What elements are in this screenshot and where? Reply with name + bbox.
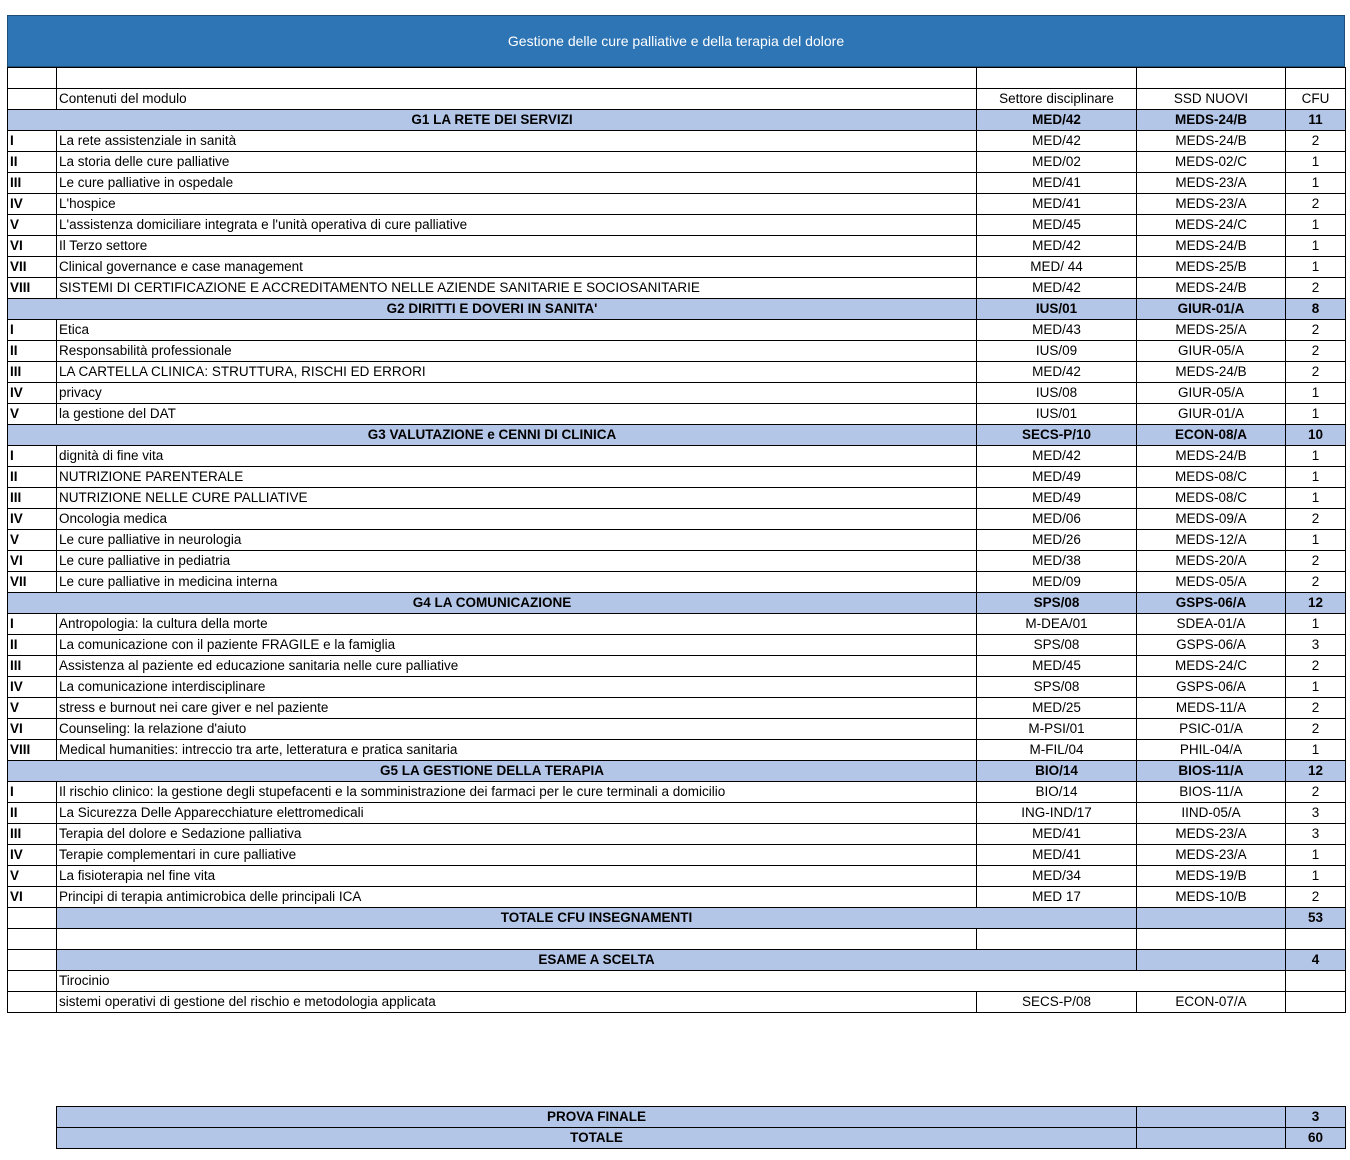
module-ssd: MEDS-24/B: [1137, 236, 1286, 257]
module-ssd: GSPS-06/A: [1137, 677, 1286, 698]
module-number: III: [8, 824, 57, 845]
group-sector: SECS-P/10: [977, 425, 1137, 446]
module-cfu: 3: [1286, 824, 1346, 845]
module-sector: M-PSI/01: [977, 719, 1137, 740]
module-number: IV: [8, 845, 57, 866]
prova-finale-cfu: 3: [1286, 1107, 1346, 1128]
module-sector: MED/49: [977, 488, 1137, 509]
module-content: Counseling: la relazione d'aiuto: [57, 719, 977, 740]
module-cfu: 1: [1286, 740, 1346, 761]
module-content: Etica: [57, 320, 977, 341]
module-row: [8, 509, 1346, 530]
module-content: Clinical governance e case management: [57, 257, 977, 278]
module-content: Assistenza al paziente ed educazione sanitaria nelle cure palliative: [57, 656, 977, 677]
module-cfu: 3: [1286, 635, 1346, 656]
module-content: Le cure palliative in pediatria: [57, 551, 977, 572]
module-content: La Sicurezza Delle Apparecchiature elettromedicali: [57, 803, 977, 824]
module-ssd: MEDS-25/B: [1137, 257, 1286, 278]
esame-label: ESAME A SCELTA: [57, 950, 1137, 971]
module-cfu: 1: [1286, 677, 1346, 698]
module-ssd: BIOS-11/A: [1137, 782, 1286, 803]
module-row: [8, 194, 1346, 215]
module-sector: MED/ 44: [977, 257, 1137, 278]
module-row: [8, 257, 1346, 278]
module-cfu: 1: [1286, 446, 1346, 467]
module-content: Terapia del dolore e Sedazione palliativa: [57, 824, 977, 845]
module-ssd: SDEA-01/A: [1137, 614, 1286, 635]
module-sector: MED/41: [977, 824, 1137, 845]
module-number: V: [8, 866, 57, 887]
totale-label: TOTALE: [57, 1128, 1137, 1149]
module-ssd: MEDS-08/C: [1137, 467, 1286, 488]
module-content: La comunicazione interdisciplinare: [57, 677, 977, 698]
module-sector: MED/02: [977, 152, 1137, 173]
totale-cfu: 60: [1286, 1128, 1346, 1149]
module-cfu: 3: [1286, 803, 1346, 824]
module-sector: M-DEA/01: [977, 614, 1137, 635]
module-number: IV: [8, 194, 57, 215]
group-title: G5 LA GESTIONE DELLA TERAPIA: [8, 761, 977, 782]
group-ssd: GSPS-06/A: [1137, 593, 1286, 614]
module-sector: MED/45: [977, 656, 1137, 677]
module-number: II: [8, 152, 57, 173]
page-title: Gestione delle cure palliative e della terapia del dolore: [7, 15, 1345, 67]
group-header-row: [8, 110, 1346, 131]
module-cfu: 2: [1286, 782, 1346, 803]
module-content: Medical humanities: intreccio tra arte, letteratura e pratica sanitaria: [57, 740, 977, 761]
header-content: Contenuti del modulo: [57, 89, 977, 110]
group-sector: MED/42: [977, 110, 1137, 131]
module-content: NUTRIZIONE NELLE CURE PALLIATIVE: [57, 488, 977, 509]
group-header-row: [8, 761, 1346, 782]
module-sector: MED/34: [977, 866, 1137, 887]
module-sector: IUS/09: [977, 341, 1137, 362]
group-cfu: 12: [1286, 593, 1346, 614]
module-row: [8, 551, 1346, 572]
module-cfu: 2: [1286, 509, 1346, 530]
group-header-row: [8, 425, 1346, 446]
module-ssd: MEDS-23/A: [1137, 194, 1286, 215]
sistemi-ssd: ECON-07/A: [1137, 992, 1286, 1013]
module-row: [8, 278, 1346, 299]
spacer-row: [8, 68, 1346, 89]
module-sector: MED/42: [977, 446, 1137, 467]
module-row: [8, 467, 1346, 488]
module-row: [8, 740, 1346, 761]
module-content: NUTRIZIONE PARENTERALE: [57, 467, 977, 488]
module-cfu: 1: [1286, 152, 1346, 173]
module-number: VIII: [8, 740, 57, 761]
group-title: G4 LA COMUNICAZIONE: [8, 593, 977, 614]
header-sector: Settore disciplinare: [977, 89, 1137, 110]
module-cfu: 1: [1286, 215, 1346, 236]
module-content: Le cure palliative in ospedale: [57, 173, 977, 194]
module-number: VII: [8, 572, 57, 593]
module-ssd: MEDS-24/C: [1137, 656, 1286, 677]
totale-insegnamenti-row: [8, 908, 1346, 929]
module-content: Il rischio clinico: la gestione degli stupefacenti e la somministrazione dei farmaci per le cure terminali a domicilio: [57, 782, 977, 803]
header-cfu: CFU: [1286, 89, 1346, 110]
module-content: Le cure palliative in neurologia: [57, 530, 977, 551]
module-number: II: [8, 635, 57, 656]
module-row: [8, 719, 1346, 740]
module-cfu: 2: [1286, 887, 1346, 908]
module-sector: MED/41: [977, 173, 1137, 194]
prova-finale-row: [57, 1107, 1346, 1128]
module-row: [8, 803, 1346, 824]
module-number: IV: [8, 383, 57, 404]
module-cfu: 1: [1286, 404, 1346, 425]
module-row: [8, 383, 1346, 404]
module-sector: BIO/14: [977, 782, 1137, 803]
module-ssd: MEDS-20/A: [1137, 551, 1286, 572]
module-number: VI: [8, 719, 57, 740]
module-row: [8, 320, 1346, 341]
module-number: VII: [8, 257, 57, 278]
module-number: II: [8, 341, 57, 362]
module-cfu: 2: [1286, 131, 1346, 152]
module-number: I: [8, 782, 57, 803]
module-row: [8, 446, 1346, 467]
module-number: II: [8, 467, 57, 488]
module-sector: MED/41: [977, 845, 1137, 866]
module-ssd: GIUR-05/A: [1137, 383, 1286, 404]
group-sector: IUS/01: [977, 299, 1137, 320]
module-number: VI: [8, 887, 57, 908]
sistemi-row: [8, 992, 1346, 1013]
module-ssd: MEDS-24/B: [1137, 446, 1286, 467]
module-ssd: MEDS-24/B: [1137, 362, 1286, 383]
group-cfu: 8: [1286, 299, 1346, 320]
module-content: Principi di terapia antimicrobica delle principali ICA: [57, 887, 977, 908]
group-title: G2 DIRITTI E DOVERI IN SANITA': [8, 299, 977, 320]
module-row: [8, 341, 1346, 362]
module-content: privacy: [57, 383, 977, 404]
module-cfu: 2: [1286, 719, 1346, 740]
esame-row: [8, 950, 1346, 971]
module-number: VI: [8, 551, 57, 572]
module-number: IV: [8, 677, 57, 698]
module-sector: MED/41: [977, 194, 1137, 215]
module-row: [8, 698, 1346, 719]
module-ssd: MEDS-02/C: [1137, 152, 1286, 173]
module-cfu: 1: [1286, 383, 1346, 404]
prova-finale-label: PROVA FINALE: [57, 1107, 1137, 1128]
module-cfu: 1: [1286, 257, 1346, 278]
module-row: [8, 362, 1346, 383]
totale-row: [57, 1128, 1346, 1149]
module-row: [8, 236, 1346, 257]
module-row: [8, 824, 1346, 845]
module-ssd: MEDS-09/A: [1137, 509, 1286, 530]
group-header-row: [8, 593, 1346, 614]
module-number: I: [8, 614, 57, 635]
module-cfu: 1: [1286, 614, 1346, 635]
module-ssd: MEDS-24/B: [1137, 278, 1286, 299]
module-row: [8, 614, 1346, 635]
module-sector: MED/06: [977, 509, 1137, 530]
module-ssd: MEDS-10/B: [1137, 887, 1286, 908]
totale-insegnamenti-label: TOTALE CFU INSEGNAMENTI: [57, 908, 1137, 929]
module-row: [8, 887, 1346, 908]
group-ssd: GIUR-01/A: [1137, 299, 1286, 320]
module-cfu: 1: [1286, 173, 1346, 194]
module-sector: MED 17: [977, 887, 1137, 908]
module-cfu: 2: [1286, 551, 1346, 572]
module-ssd: MEDS-05/A: [1137, 572, 1286, 593]
module-cfu: 2: [1286, 656, 1346, 677]
module-row: [8, 845, 1346, 866]
module-content: Oncologia medica: [57, 509, 977, 530]
module-ssd: MEDS-25/A: [1137, 320, 1286, 341]
module-content: L'assistenza domiciliare integrata e l'unità operativa di cure palliative: [57, 215, 977, 236]
module-number: I: [8, 131, 57, 152]
header-ssd: SSD NUOVI: [1137, 89, 1286, 110]
module-cfu: 2: [1286, 278, 1346, 299]
module-ssd: MEDS-19/B: [1137, 866, 1286, 887]
module-cfu: 1: [1286, 236, 1346, 257]
module-number: V: [8, 530, 57, 551]
module-cfu: 2: [1286, 572, 1346, 593]
group-ssd: ECON-08/A: [1137, 425, 1286, 446]
module-cfu: 1: [1286, 488, 1346, 509]
module-row: [8, 215, 1346, 236]
module-ssd: MEDS-24/B: [1137, 131, 1286, 152]
sistemi-label: sistemi operativi di gestione del rischio e metodologia applicata: [57, 992, 977, 1013]
module-content: la gestione del DAT: [57, 404, 977, 425]
module-number: III: [8, 488, 57, 509]
module-content: LA CARTELLA CLINICA: STRUTTURA, RISCHI ED ERRORI: [57, 362, 977, 383]
module-sector: MED/42: [977, 236, 1137, 257]
module-ssd: PHIL-04/A: [1137, 740, 1286, 761]
module-ssd: PSIC-01/A: [1137, 719, 1286, 740]
module-ssd: MEDS-23/A: [1137, 845, 1286, 866]
module-cfu: 1: [1286, 530, 1346, 551]
module-number: III: [8, 362, 57, 383]
module-ssd: MEDS-08/C: [1137, 488, 1286, 509]
module-number: I: [8, 320, 57, 341]
module-cfu: 2: [1286, 194, 1346, 215]
module-ssd: MEDS-12/A: [1137, 530, 1286, 551]
group-header-row: [8, 299, 1346, 320]
group-title: G1 LA RETE DEI SERVIZI: [8, 110, 977, 131]
module-content: Antropologia: la cultura della morte: [57, 614, 977, 635]
module-row: [8, 173, 1346, 194]
module-content: La fisioterapia nel fine vita: [57, 866, 977, 887]
module-row: [8, 677, 1346, 698]
module-sector: MED/43: [977, 320, 1137, 341]
module-row: [8, 635, 1346, 656]
module-content: SISTEMI DI CERTIFICAZIONE E ACCREDITAMENTO NELLE AZIENDE SANITARIE E SOCIOSANITARIE: [57, 278, 977, 299]
module-content: L'hospice: [57, 194, 977, 215]
module-cfu: 2: [1286, 362, 1346, 383]
module-number: VI: [8, 236, 57, 257]
module-ssd: GIUR-05/A: [1137, 341, 1286, 362]
module-number: II: [8, 803, 57, 824]
module-sector: SPS/08: [977, 677, 1137, 698]
module-ssd: GIUR-01/A: [1137, 404, 1286, 425]
module-row: [8, 572, 1346, 593]
module-ssd: GSPS-06/A: [1137, 635, 1286, 656]
header-row: [8, 89, 1346, 110]
module-sector: IUS/01: [977, 404, 1137, 425]
curriculum-table: [7, 67, 1346, 1013]
group-ssd: MEDS-24/B: [1137, 110, 1286, 131]
module-number: I: [8, 446, 57, 467]
module-content: dignità di fine vita: [57, 446, 977, 467]
totale-insegnamenti-cfu: 53: [1286, 908, 1346, 929]
module-sector: MED/42: [977, 362, 1137, 383]
group-title: G3 VALUTAZIONE e CENNI DI CLINICA: [8, 425, 977, 446]
module-content: La comunicazione con il paziente FRAGILE e la famiglia: [57, 635, 977, 656]
module-sector: MED/42: [977, 278, 1137, 299]
module-ssd: MEDS-23/A: [1137, 173, 1286, 194]
module-content: Terapie complementari in cure palliative: [57, 845, 977, 866]
module-sector: ING-IND/17: [977, 803, 1137, 824]
module-cfu: 2: [1286, 341, 1346, 362]
final-summary-table: [56, 1106, 1346, 1149]
module-content: Responsabilità professionale: [57, 341, 977, 362]
module-cfu: 1: [1286, 845, 1346, 866]
group-cfu: 10: [1286, 425, 1346, 446]
module-row: [8, 656, 1346, 677]
module-sector: M-FIL/04: [977, 740, 1137, 761]
module-ssd: MEDS-23/A: [1137, 824, 1286, 845]
module-ssd: MEDS-11/A: [1137, 698, 1286, 719]
module-number: III: [8, 656, 57, 677]
group-cfu: 12: [1286, 761, 1346, 782]
module-number: V: [8, 698, 57, 719]
module-content: La storia delle cure palliative: [57, 152, 977, 173]
module-sector: SPS/08: [977, 635, 1137, 656]
module-ssd: MEDS-24/C: [1137, 215, 1286, 236]
module-sector: MED/26: [977, 530, 1137, 551]
module-number: V: [8, 215, 57, 236]
module-cfu: 2: [1286, 320, 1346, 341]
sistemi-sector: SECS-P/08: [977, 992, 1137, 1013]
module-row: [8, 530, 1346, 551]
module-number: V: [8, 404, 57, 425]
module-sector: IUS/08: [977, 383, 1137, 404]
module-content: Le cure palliative in medicina interna: [57, 572, 977, 593]
module-row: [8, 404, 1346, 425]
module-sector: MED/49: [977, 467, 1137, 488]
module-content: La rete assistenziale in sanità: [57, 131, 977, 152]
group-sector: SPS/08: [977, 593, 1137, 614]
spacer-row: [8, 929, 1346, 950]
tirocinio-label: Tirocinio: [57, 971, 1286, 992]
tirocinio-row: [8, 971, 1346, 992]
module-row: [8, 131, 1346, 152]
module-cfu: 2: [1286, 698, 1346, 719]
module-ssd: IIND-05/A: [1137, 803, 1286, 824]
module-sector: MED/25: [977, 698, 1137, 719]
module-number: III: [8, 173, 57, 194]
esame-cfu: 4: [1286, 950, 1346, 971]
module-row: [8, 488, 1346, 509]
group-cfu: 11: [1286, 110, 1346, 131]
module-row: [8, 866, 1346, 887]
module-sector: MED/42: [977, 131, 1137, 152]
module-cfu: 1: [1286, 866, 1346, 887]
module-number: VIII: [8, 278, 57, 299]
module-sector: MED/38: [977, 551, 1137, 572]
module-row: [8, 782, 1346, 803]
module-sector: MED/45: [977, 215, 1137, 236]
group-sector: BIO/14: [977, 761, 1137, 782]
module-content: stress e burnout nei care giver e nel paziente: [57, 698, 977, 719]
module-content: Il Terzo settore: [57, 236, 977, 257]
module-row: [8, 152, 1346, 173]
group-ssd: BIOS-11/A: [1137, 761, 1286, 782]
module-cfu: 1: [1286, 467, 1346, 488]
module-sector: MED/09: [977, 572, 1137, 593]
module-number: IV: [8, 509, 57, 530]
